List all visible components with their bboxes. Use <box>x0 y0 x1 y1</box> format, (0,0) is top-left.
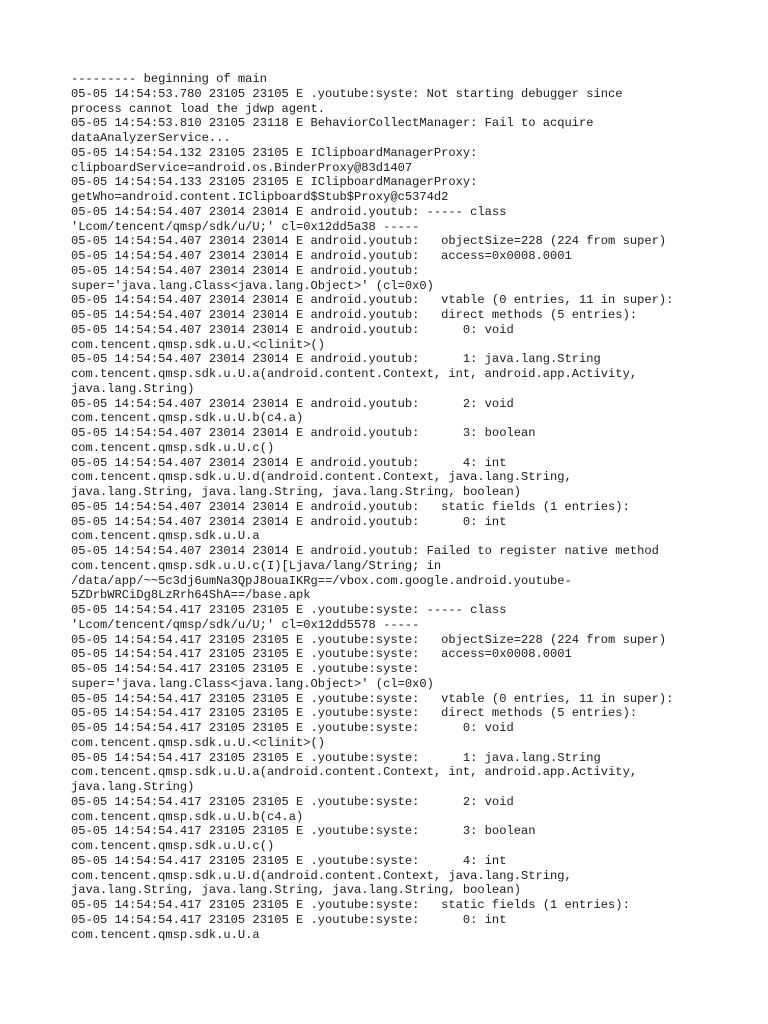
log-line: super='java.lang.Class<java.lang.Object>' (cl=0x0) <box>71 278 434 293</box>
log-line: 05-05 14:54:54.417 23105 23105 E .youtube:syste: 2: void <box>71 794 514 809</box>
log-line: 05-05 14:54:54.417 23105 23105 E .youtube:syste: <box>71 662 420 676</box>
log-line: 05-05 14:54:53.780 23105 23105 E .youtube:syste: Not starting debugger since <box>71 86 623 101</box>
log-line: com.tencent.qmsp.sdk.u.U.a(android.content.Context, int, android.app.Activity, <box>71 765 638 780</box>
document-page <box>71 72 711 942</box>
log-line: getWho=android.content.IClipboard$Stub$Proxy@c5374d2 <box>71 190 449 204</box>
log-line: java.lang.String, java.lang.String, java.lang.String, boolean) <box>71 883 521 898</box>
log-line: 05-05 14:54:54.407 23014 23014 E android.youtub: 0: void <box>71 322 514 337</box>
log-line: 05-05 14:54:54.417 23105 23105 E .youtube:syste: ----- class <box>71 603 507 617</box>
log-line: java.lang.String) <box>71 780 195 794</box>
log-line: process cannot load the jdwp agent. <box>71 101 326 116</box>
log-line: com.tencent.qmsp.sdk.u.U.a(android.content.Context, int, android.app.Activity, <box>71 367 638 381</box>
log-line: 05-05 14:54:54.407 23014 23014 E android.youtub: 0: int <box>71 514 507 529</box>
log-line: 'Lcom/tencent/qmsp/sdk/u/U;' cl=0x12dd5578 ----- <box>71 617 420 632</box>
log-line: 05-05 14:54:54.417 23105 23105 E .youtube:syste: vtable (0 entries, 11 in super): <box>71 691 674 706</box>
log-line: com.tencent.qmsp.sdk.u.U.b(c4.a) <box>71 809 304 824</box>
log-line: 05-05 14:54:54.417 23105 23105 E .youtube:syste: 4: int <box>71 853 507 868</box>
log-line: com.tencent.qmsp.sdk.u.U.<clinit>() <box>71 337 326 352</box>
log-line: super='java.lang.Class<java.lang.Object>' (cl=0x0) <box>71 676 434 691</box>
log-line: 05-05 14:54:54.417 23105 23105 E .youtube:syste: objectSize=228 (224 from super) <box>71 632 667 647</box>
log-line: 05-05 14:54:54.407 23014 23014 E android.youtub: objectSize=228 (224 from super) <box>71 234 667 249</box>
log-line: com.tencent.qmsp.sdk.u.U.c() <box>71 440 275 455</box>
log-line: com.tencent.qmsp.sdk.u.U.a <box>71 529 260 544</box>
log-line: dataAnalyzerService... <box>71 131 231 145</box>
log-line: 'Lcom/tencent/qmsp/sdk/u/U;' cl=0x12dd5a38 ----- <box>71 219 420 234</box>
log-line: 05-05 14:54:54.407 23014 23014 E android.youtub: Failed to register native method <box>71 544 659 558</box>
log-line: 05-05 14:54:54.407 23014 23014 E android.youtub: 2: void <box>71 396 514 411</box>
log-line: /data/app/~~5c3dj6umNa3QpJ8ouaIKRg==/vbox.com.google.android.youtube- <box>71 573 572 588</box>
log-line: 05-05 14:54:54.407 23014 23014 E android.youtub: direct methods (5 entries): <box>71 308 638 322</box>
log-line: clipboardService=android.os.BinderProxy@83d1407 <box>71 160 413 175</box>
log-line: 05-05 14:54:54.407 23014 23014 E android.youtub: access=0x0008.0001 <box>71 249 572 263</box>
log-line: --------- beginning of main <box>71 72 267 86</box>
log-line: com.tencent.qmsp.sdk.u.U.<clinit>() <box>71 735 326 750</box>
log-line: 05-05 14:54:53.810 23105 23118 E BehaviorCollectManager: Fail to acquire <box>71 116 594 131</box>
log-line: 05-05 14:54:54.417 23105 23105 E .youtube:syste: 0: void <box>71 721 514 735</box>
log-line: com.tencent.qmsp.sdk.u.U.c() <box>71 839 275 853</box>
log-line: 05-05 14:54:54.417 23105 23105 E .youtube:syste: 0: int <box>71 912 507 927</box>
log-line: 05-05 14:54:54.417 23105 23105 E .youtube:syste: 3: boolean <box>71 824 536 839</box>
log-line: 05-05 14:54:54.417 23105 23105 E .youtube:syste: 1: java.lang.String <box>71 750 601 765</box>
log-line: 05-05 14:54:54.407 23014 23014 E android.youtub: <box>71 263 420 278</box>
log-line: java.lang.String, java.lang.String, java.lang.String, boolean) <box>71 485 521 499</box>
log-line: 05-05 14:54:54.407 23014 23014 E android.youtub: vtable (0 entries, 11 in super): <box>71 293 674 308</box>
log-line: com.tencent.qmsp.sdk.u.U.c(I)[Ljava/lang/String; in <box>71 558 442 573</box>
log-line: 5ZDrbWRCiDg8LzRrh64ShA==/base.apk <box>71 588 311 603</box>
log-line: 05-05 14:54:54.133 23105 23105 E IClipboardManagerProxy: <box>71 175 478 190</box>
log-line: 05-05 14:54:54.407 23014 23014 E android.youtub: ----- class <box>71 204 507 219</box>
log-line: 05-05 14:54:54.407 23014 23014 E android.youtub: 4: int <box>71 455 507 470</box>
log-line: com.tencent.qmsp.sdk.u.U.d(android.content.Context, java.lang.String, <box>71 470 572 485</box>
log-line: 05-05 14:54:54.417 23105 23105 E .youtube:syste: access=0x0008.0001 <box>71 647 572 662</box>
log-text-block <box>71 72 711 942</box>
log-line: 05-05 14:54:54.417 23105 23105 E .youtube:syste: static fields (1 entries): <box>71 898 630 912</box>
log-line: com.tencent.qmsp.sdk.u.U.d(android.content.Context, java.lang.String, <box>71 868 572 883</box>
log-line: java.lang.String) <box>71 381 195 396</box>
log-line: 05-05 14:54:54.407 23014 23014 E android.youtub: 3: boolean <box>71 426 536 440</box>
log-line: 05-05 14:54:54.407 23014 23014 E android.youtub: 1: java.lang.String <box>71 352 601 367</box>
log-line: 05-05 14:54:54.407 23014 23014 E android.youtub: static fields (1 entries): <box>71 499 630 514</box>
log-line: com.tencent.qmsp.sdk.u.U.b(c4.a) <box>71 411 304 426</box>
log-line: 05-05 14:54:54.132 23105 23105 E IClipboardManagerProxy: <box>71 145 478 160</box>
log-line: 05-05 14:54:54.417 23105 23105 E .youtube:syste: direct methods (5 entries): <box>71 706 638 721</box>
log-line: com.tencent.qmsp.sdk.u.U.a <box>71 927 260 942</box>
